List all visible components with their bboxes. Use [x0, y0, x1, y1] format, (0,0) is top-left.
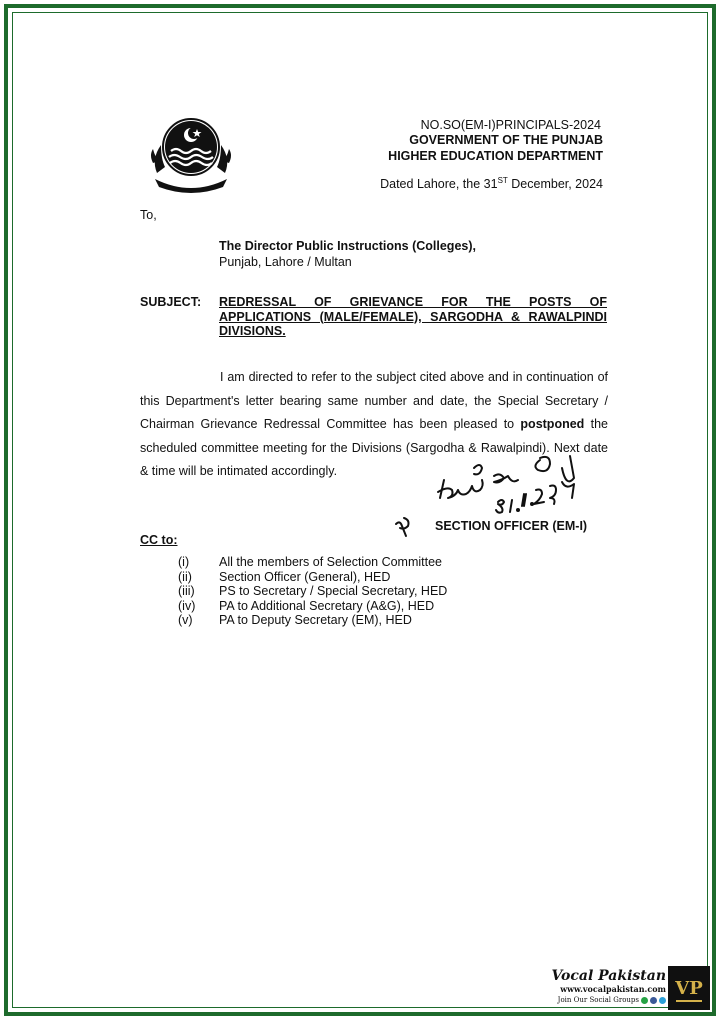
- reference-number: NO.SO(EM-I)PRINCIPALS-2024: [420, 118, 601, 132]
- cc-list: [178, 555, 447, 628]
- whatsapp-icon: [641, 997, 648, 1004]
- vp-logo-icon: [668, 966, 710, 1010]
- vocal-pakistan-logo: [668, 966, 710, 1010]
- cc-item-number: (iv): [178, 598, 196, 613]
- punjab-emblem-logo: [145, 113, 237, 193]
- body-part-2: the scheduled committee meeting for the Divisions (Sargodha & Rawalpindi). Next date & time will be intimated accordingly.: [140, 417, 608, 478]
- body-bold-word: postponed: [520, 417, 585, 431]
- cc-item: [178, 584, 447, 599]
- cc-item-text: PS to Secretary / Special Secretary, HED: [219, 584, 448, 598]
- date-suffix: December, 2024: [507, 177, 603, 192]
- date-line: [380, 176, 603, 191]
- cc-item-number: (i): [178, 555, 190, 569]
- cc-item-number: (iii): [178, 584, 195, 598]
- facebook-icon: [650, 997, 657, 1004]
- cc-item-text: PA to Additional Secretary (A&G), HED: [219, 598, 435, 613]
- cc-item-text: All the members of Selection Committee: [219, 555, 443, 569]
- date-prefix: Dated Lahore, the 31: [380, 177, 498, 192]
- watermark-social-row: [548, 995, 666, 1005]
- subject-label: SUBJECT:: [140, 295, 202, 309]
- addressee-location: Punjab, Lahore / Multan: [219, 255, 352, 269]
- date-superscript: ST: [497, 176, 508, 185]
- vocal-pakistan-watermark: [548, 968, 666, 1008]
- addressee-name: The Director Public Instructions (Colleges),: [219, 239, 476, 253]
- subject-text: REDRESSAL OF GRIEVANCE FOR THE POSTS OF APPLICATIONS (MALE/FEMALE), SARGODHA & RAWALPINDI DIVISIONS.: [219, 295, 607, 338]
- cc-item: [178, 613, 447, 628]
- department-heading: HIGHER EDUCATION DEPARTMENT: [388, 149, 603, 163]
- cc-item-text: PA to Deputy Secretary (EM), HED: [219, 613, 412, 627]
- to-label: To,: [140, 208, 157, 222]
- watermark-brand: Vocal Pakistan: [551, 968, 666, 984]
- cc-label: CC to:: [140, 533, 178, 547]
- watermark-url: www.vocalpakistan.com: [560, 984, 666, 994]
- government-heading: GOVERNMENT OF THE PUNJAB: [409, 133, 603, 147]
- cc-item: [178, 555, 447, 570]
- telegram-icon: [659, 997, 666, 1004]
- svg-text:VP: VP: [675, 978, 703, 999]
- cc-item: [178, 599, 447, 614]
- cc-item-number: (v): [178, 613, 193, 627]
- signatory-designation: SECTION OFFICER (EM-I): [435, 519, 588, 533]
- page-border-inner: [12, 12, 708, 1008]
- cc-item: [178, 570, 447, 585]
- cc-item-text: Section Officer (General), HED: [219, 569, 391, 584]
- body-part-1: I am directed to refer to the subject cited above and in continuation of this Department's letter bearing same number and date, the Special Secretary / Chairman Grievance Redressal Committee has been pleased to: [140, 370, 608, 431]
- watermark-social: Join Our Social Groups: [557, 996, 639, 1004]
- cc-item-number: (ii): [178, 569, 192, 584]
- handwritten-signature: [390, 440, 600, 550]
